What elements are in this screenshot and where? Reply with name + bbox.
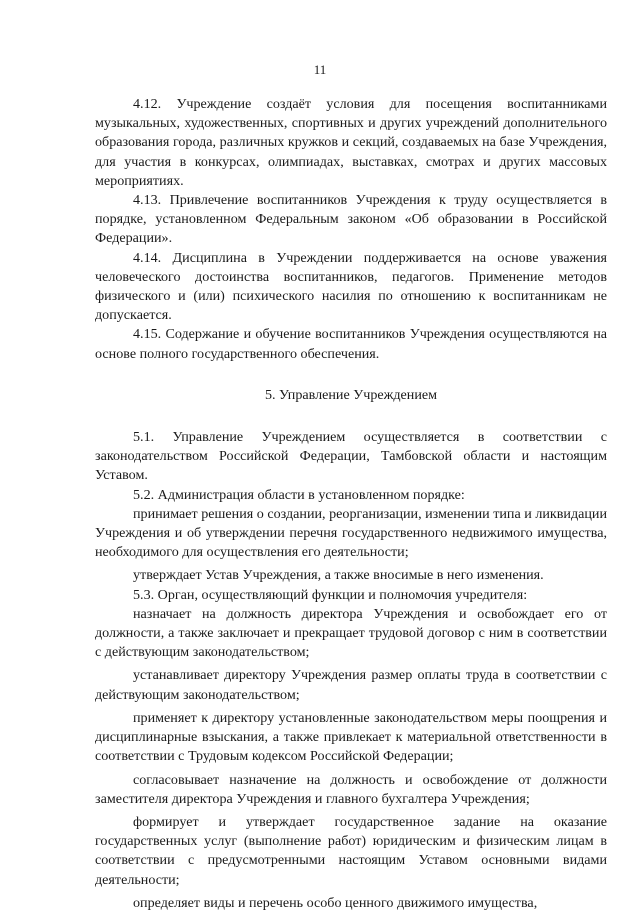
paragraph-4-13: 4.13. Привлечение воспитанников Учреждения к труду осуществляется в порядке, установленном Федеральным законом «Об образовании в Российской Федерации». bbox=[95, 192, 607, 247]
paragraph-4-12: 4.12. Учреждение создаёт условия для посещения воспитанниками музыкальных, художественных, спортивных и других учреждений дополнительного образования города, различных кружков и секций, создаваемых на базе Учреждения, для участия в конкурсах, олимпиадах, выставках, смотрах и других массовых мероприятиях. bbox=[95, 96, 607, 189]
paragraph-5-2-item-1: принимает решения о создании, реорганизации, изменении типа и ликвидации Учреждения и об утверждении перечня государственного недвижимого имущества, необходимого для осуществления его деятельности; bbox=[95, 505, 607, 561]
paragraph-5-1: 5.1. Управление Учреждением осуществляется в соответствии с законодательством Российской Федерации, Тамбовской области и настоящим Уставом. bbox=[95, 429, 607, 484]
paragraph-5-2-item-2: утверждает Устав Учреждения, а также вносимые в него изменения. bbox=[133, 567, 544, 584]
paragraph-5-3-item-2: устанавливает директору Учреждения размер оплаты труда в соответствии с действующим законодательством; bbox=[95, 667, 607, 703]
paragraph-5-2: 5.2. Администрация области в установленном порядке: bbox=[133, 486, 465, 503]
paragraph-4-14: 4.14. Дисциплина в Учреждении поддерживается на основе уважения человеческого достоинства воспитанников, педагогов. Применение методов физического и (или) психического насилия по отношению к воспитанникам не допускается. bbox=[95, 249, 607, 324]
page-number: 11 bbox=[313, 62, 327, 77]
document-body bbox=[95, 95, 607, 913]
paragraph-5-3-item-5: формирует и утверждает государственное задание на оказание государственных услуг (выполнение работ) юридическим и физическим лицам в соответствии с предусмотренными настоящим Уставом основными видами деятельности; bbox=[95, 813, 607, 888]
paragraph-5-3-item-1: назначает на должность директора Учреждения и освобождает его от должности, а также заключает и прекращает трудовой договор с ним в соответствии с действующим законодательством; bbox=[95, 605, 607, 661]
section-5-heading: 5. Управление Учреждением bbox=[264, 386, 438, 403]
paragraph-5-3-item-6: определяет виды и перечень особо ценного движимого имущества, bbox=[133, 894, 538, 911]
paragraph-5-3-item-3: применяет к директору установленные законодательством меры поощрения и дисциплинарные взыскания, а также привлекает к материальной ответственности в соответствии с Трудовым кодексом Российской Федерации; bbox=[95, 709, 607, 765]
paragraph-4-15: 4.15. Содержание и обучение воспитанников Учреждения осуществляются на основе полного государственного обеспечения. bbox=[95, 326, 607, 362]
paragraph-5-3-item-4: согласовывает назначение на должность и освобождение от должности заместителя директора Учреждения и главного бухгалтера Учреждения; bbox=[95, 771, 607, 807]
paragraph-5-3: 5.3. Орган, осуществляющий функции и полномочия учредителя: bbox=[133, 586, 528, 603]
